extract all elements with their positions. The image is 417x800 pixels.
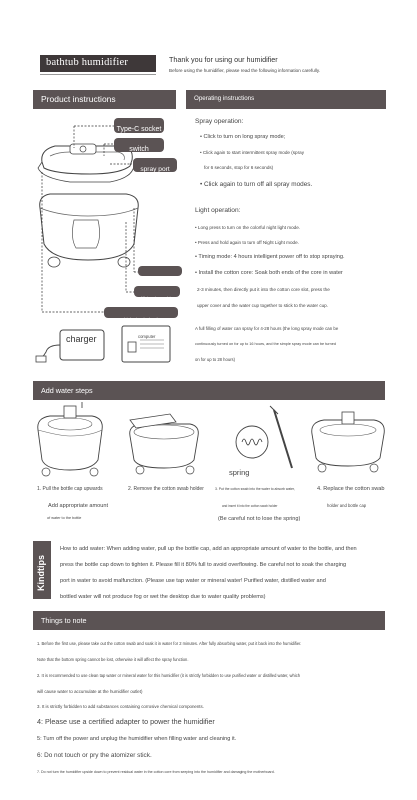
light-step-1: • Long press to turn on the colorful night light mode. [195,225,301,230]
step-3-sub: and insert it into the cotton swab holder [222,504,278,508]
note-2b: will cause water to accumulate at the humidifier outlet) [37,689,143,694]
kindtips-line-3: port in water to avoid malfunction. (Please use tap water or mineral water! Purified water, distilled water and [60,578,326,584]
step-2-label: 2. Remove the cotton swab holder [128,486,204,492]
read-info-text: Before using the humidifier, please read the following information carefully. [169,68,321,73]
add-water-title: Add water steps [41,386,93,395]
spring-warning: (Be careful not to lose the spring) [218,516,301,522]
spray-step-3: for 6 seconds, stop for 6 seconds) [204,165,274,170]
add-water-label: Add appropriate amount [48,503,109,509]
spray-heading: Spray operation: [195,118,244,125]
full-fill-1: A full filling of water can spray for 4-28 hours (the long spray mode can be [195,326,339,331]
switch-callout [114,138,164,152]
note-4: 4: Please use a certified adapter to power the humidifier [37,717,215,726]
water-steps-illustration [30,402,390,482]
computer-label: computer [138,334,156,339]
product-instructions-bar [33,90,176,109]
typec-label: Type-C socket [116,126,162,133]
spray-step-1: • Click to turn on long spray mode; [200,134,286,140]
cotton-groove-label: Cotton core groove [144,276,176,280]
step-4-sub: holder and bottle cap [327,503,367,508]
product-instructions-title: Product instructions [41,94,116,104]
timing-mode: • Timing mode: 4 hours intelligent power off to stop spraying. [195,254,345,260]
header-rule [40,74,156,75]
note-7: 7. Do not turn the humidifier upside down to prevent residual water in the cotton core from seeping into the humidifier and damaging the motherboard. [37,770,275,774]
kindtips-label: Kindtips [36,555,46,591]
thanks-text: Thank you for using our humidifier [169,55,278,64]
typec-callout [114,118,164,133]
cotton-step-2: 2-3 minutes, then directly put it into the cotton core slot, press the [197,287,330,292]
switch-label: switch [129,146,149,153]
note-1b: Note that the bottom spring cannot be lost, otherwise it will affect the spray function. [37,657,189,662]
add-water-sub: of water to the bottle [47,516,82,520]
water-level-callout [104,307,178,321]
spray-step-2: • Click again to start intermittent spray mode (spray [200,150,304,155]
things-to-note-bar [33,611,385,630]
spray-port-label: spray port [140,166,170,173]
spray-port-callout [133,158,177,172]
light-step-2: • Press and hold again to turn off Night Light mode. [195,240,299,245]
note-5: 5: Turn off the power and unplug the humidifier when filling water and cleaning it. [37,736,237,742]
operating-instructions-title: Operating instructions [194,95,255,102]
water-bin-label: Water storage bin [141,295,173,300]
step-3-label: 3. Put the cotton swab into the water to absorb water, [215,487,295,491]
cotton-step-3: upper cover and the water cup together to stick to the water cup. [197,303,328,308]
note-2: 2. It is recommended to use clean tap water or mineral water for this humidifier (it is strictly forbidden to use purified water or distilled water, which [37,673,301,678]
add-water-bar [33,381,385,400]
light-heading: Light operation: [195,207,241,214]
spray-step-4: • Click again to turn off all spray modes. [200,181,313,188]
operating-instructions-bar [186,90,386,109]
note-6: 6: Do not touch or pry the atomizer stick. [37,752,152,759]
kindtips-tab [33,541,51,599]
step-4-label: 4. Replace the cotton swab [317,486,385,492]
note-3: 3. It is strictly forbidden to add substances containing corrosive chemical components. [37,704,204,709]
full-fill-3: on for up to 28 hours) [195,357,236,362]
brand-banner [40,55,156,72]
cotton-groove-callout [138,266,182,280]
kindtips-line-1: How to add water: When adding water, pull up the bottle cap, add an appropriate amount of water to the bottle, and then [60,546,357,552]
cotton-step-1: • Install the cotton core: Soak both ends of the core in water [195,270,343,276]
water-bin-callout [134,286,180,300]
note-1: 1. Before the first use, please take out the cotton swab and soak it in water for 2 minutes. After fully absorbing water, put it back into the humidifier. [37,641,302,646]
water-level-label: highest water level [124,316,158,321]
charger-label: charger [66,334,97,344]
brand-title: bathtub humidifier [46,57,129,68]
things-to-note-title: Things to note [41,616,87,625]
full-fill-2: continuously turned on for up to 16 hours, and the simple spray mode can be turned [195,342,336,346]
spring-label: spring [229,468,250,477]
kindtips-line-4: bottled water will not produce fog or wet the desktop due to water quality problems) [60,594,266,600]
kindtips-line-2: press the bottle cap down to tighten it. Please fill it 80% full to avoid overflowing. Be careful not to soak the charging [60,562,347,568]
step-1-label: 1. Pull the bottle cap upwards [37,486,103,492]
